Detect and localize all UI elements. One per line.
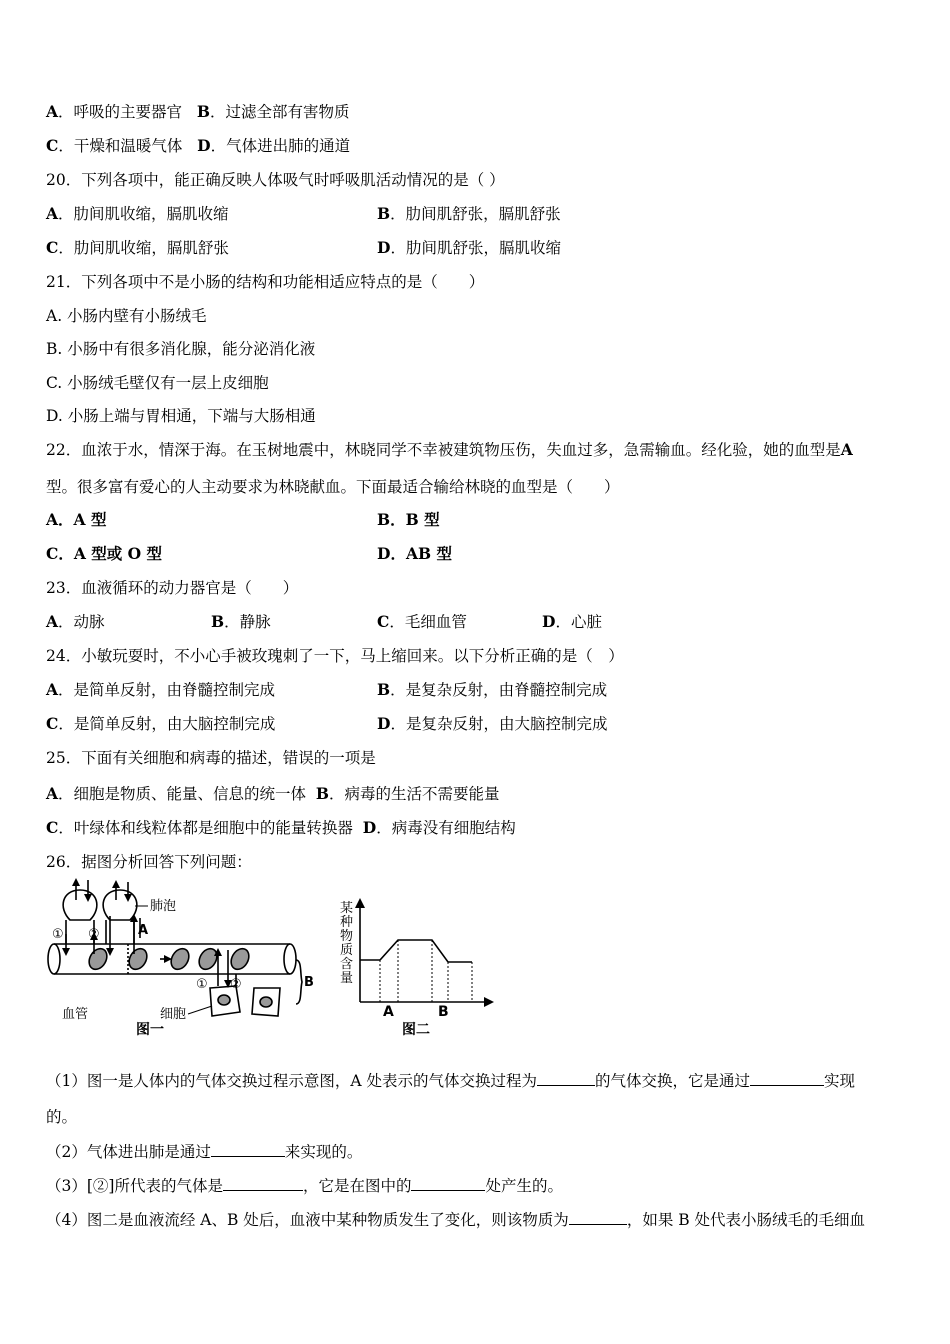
figure-2-substance-chart bbox=[332, 898, 502, 1038]
content-curve bbox=[360, 940, 472, 962]
q22-option-c: C．A 型或 O 型 bbox=[46, 544, 163, 563]
q26-part4: （4）图二是血液流经 A、B 处后，血液中某种物质发生了变化，则该物质为 ，如果 B 处代表小肠绒毛的毛细血 bbox=[46, 1211, 866, 1229]
q21-option-d: D. 小肠上端与胃相通，下端与大肠相通 bbox=[46, 407, 316, 425]
y-axis-label-char: 物 bbox=[340, 929, 354, 944]
label-vessel: 血管 bbox=[62, 1007, 89, 1022]
y-axis-label-char: 质 bbox=[340, 943, 354, 958]
q24-option-b: B．是复杂反射，由脊髓控制完成 bbox=[377, 680, 608, 699]
q25-option-b-text: 病毒的生活不需要能量 bbox=[344, 785, 500, 803]
q26-stem: 26．据图分析回答下列问题： bbox=[46, 853, 252, 871]
q26-part2: （2）气体进出肺是通过 来实现的。 bbox=[46, 1143, 363, 1161]
q20-option-a: A．肋间肌收缩，膈肌收缩 bbox=[46, 204, 229, 223]
q25-options-ab: A．细胞是物质、能量、信息的统一体 B．病毒的生活不需要能量 bbox=[46, 784, 500, 803]
mark-2-top: ② bbox=[88, 927, 100, 942]
y-axis-label bbox=[340, 901, 353, 986]
q25-option-d-text: 病毒没有细胞结构 bbox=[391, 819, 516, 837]
q19-option-a-text: 呼吸的主要器官 bbox=[73, 103, 183, 121]
q25-options-cd: C．叶绿体和线粒体都是细胞中的能量转换器 D．病毒没有细胞结构 bbox=[46, 818, 516, 837]
q20-option-d: D．肋间肌舒张，膈肌收缩 bbox=[377, 238, 561, 257]
q20-option-c-text: 肋间肌收缩，膈肌舒张 bbox=[73, 239, 229, 257]
q21-option-c: C. 小肠绒毛壁仅有一层上皮细胞 bbox=[46, 374, 269, 392]
q26-part1-line1: （1）图一是人体内的气体交换过程示意图，A 处表示的气体交换过程为 的气体交换，它是通过 实现 bbox=[46, 1072, 856, 1090]
q20-option-b-text: 肋间肌舒张，膈肌舒张 bbox=[405, 205, 561, 223]
q24-option-a-text: 是简单反射，由脊髓控制完成 bbox=[73, 681, 276, 699]
q25-stem: 25．下面有关细胞和病毒的描述，错误的一项是 bbox=[46, 749, 376, 767]
answer-blank-1[interactable] bbox=[537, 1070, 595, 1086]
y-axis-label-char: 某 bbox=[340, 901, 354, 916]
answer-blank-2[interactable] bbox=[750, 1070, 824, 1086]
q24-stem: 24．小敏玩耍时，不小心手被玫瑰刺了一下，马上缩回来。以下分析正确的是（ ） bbox=[46, 647, 624, 665]
q23-option-a-text: 动脉 bbox=[73, 613, 105, 631]
figure-1-caption: 图一 bbox=[136, 1022, 164, 1038]
q20-option-b: B．肋间肌舒张，膈肌舒张 bbox=[377, 204, 561, 223]
q19-options-ab: A．呼吸的主要器官 B．过滤全部有害物质 bbox=[46, 102, 350, 121]
q23-option-b-text: 静脉 bbox=[239, 613, 271, 631]
q19-option-c-letter: C bbox=[46, 136, 59, 155]
q24-option-c-text: 是简单反射，由大脑控制完成 bbox=[73, 715, 276, 733]
q23-option-c-text: 毛细血管 bbox=[404, 613, 467, 631]
y-axis-label-char: 量 bbox=[340, 971, 354, 986]
answer-blank-5[interactable] bbox=[411, 1175, 485, 1191]
mark-1-top: ① bbox=[52, 927, 64, 942]
q22-option-d-text: AB 型 bbox=[405, 544, 452, 563]
label-alveolus: 肺泡 bbox=[150, 899, 177, 914]
mark-1-bottom: ① bbox=[196, 977, 208, 992]
q20-option-a-text: 肋间肌收缩，膈肌收缩 bbox=[73, 205, 229, 223]
figure-2-caption: 图二 bbox=[402, 1022, 430, 1038]
q22-option-a-text: A 型 bbox=[73, 510, 107, 529]
q24-option-d: D．是复杂反射，由大脑控制完成 bbox=[377, 714, 608, 733]
q19-option-c-text: 干燥和温暖气体 bbox=[73, 137, 183, 155]
figure-1-gas-exchange bbox=[40, 878, 330, 1040]
q19-option-d-letter: D bbox=[197, 136, 211, 155]
q23-option-d-text: 心脏 bbox=[570, 613, 602, 631]
q20-stem: 20．下列各项中，能正确反映人体吸气时呼吸肌活动情况的是（ ） bbox=[46, 171, 505, 189]
q26-part3: （3）[②]所代表的气体是 ，它是在图中的 处产生的。 bbox=[46, 1177, 563, 1195]
label-a-fig2: A bbox=[383, 1004, 394, 1020]
label-b-fig2: B bbox=[438, 1004, 449, 1020]
y-axis-label-char: 含 bbox=[340, 957, 354, 972]
label-cell: 细胞 bbox=[160, 1007, 187, 1022]
alveolus-right bbox=[103, 890, 137, 920]
answer-blank-4[interactable] bbox=[223, 1175, 303, 1191]
y-axis-label-char: 种 bbox=[340, 915, 354, 930]
q22-stem-blood-type: A bbox=[840, 440, 853, 459]
q23-option-a: A．动脉 bbox=[46, 612, 105, 631]
q22-option-a: A．A 型 bbox=[46, 510, 107, 529]
q20-option-c: C．肋间肌收缩，膈肌舒张 bbox=[46, 238, 229, 257]
q23-stem: 23．血液循环的动力器官是（ ） bbox=[46, 579, 299, 597]
answer-blank-3[interactable] bbox=[211, 1141, 285, 1157]
q22-option-b-text: B 型 bbox=[405, 510, 440, 529]
q22-option-d: D．AB 型 bbox=[377, 544, 452, 563]
q23-option-b: B．静脉 bbox=[211, 612, 271, 631]
answer-blank-6[interactable] bbox=[569, 1209, 627, 1225]
alveolus-left bbox=[63, 890, 97, 920]
q22-stem-text: 22．血浓于水，情深于海。在玉树地震中，林晓同学不幸被建筑物压伤，失血过多，急需输血。经化验，她的血型是 bbox=[46, 441, 841, 459]
q24-option-b-text: 是复杂反射，由脊髓控制完成 bbox=[405, 681, 608, 699]
q20-option-d-text: 肋间肌舒张，膈肌收缩 bbox=[405, 239, 561, 257]
q19-option-b-letter: B bbox=[196, 102, 210, 121]
q22-option-b: B．B 型 bbox=[377, 510, 440, 529]
q22-stem-line2: 型。很多富有爱心的人主动要求为林晓献血。下面最适合输给林晓的血型是（ ） bbox=[46, 478, 620, 496]
q24-option-d-text: 是复杂反射，由大脑控制完成 bbox=[405, 715, 608, 733]
q24-option-a: A．是简单反射，由脊髓控制完成 bbox=[46, 680, 276, 699]
q21-stem: 21．下列各项中不是小肠的结构和功能相适应特点的是（ ） bbox=[46, 273, 485, 291]
q23-option-d: D．心脏 bbox=[542, 612, 602, 631]
q25-option-a-text: 细胞是物质、能量、信息的统一体 bbox=[73, 785, 307, 803]
q22-stem-line1 bbox=[46, 440, 853, 460]
label-a-fig1: A bbox=[138, 923, 149, 938]
q23-option-c: C．毛细血管 bbox=[377, 612, 467, 631]
q25-option-c-text: 叶绿体和线粒体都是细胞中的能量转换器 bbox=[73, 819, 353, 837]
q19-option-b-text: 过滤全部有害物质 bbox=[225, 103, 350, 121]
q26-part1-line2: 的。 bbox=[46, 1108, 78, 1126]
mark-2-bottom: ② bbox=[230, 977, 242, 992]
q19-option-a-letter: A bbox=[46, 102, 59, 121]
q19-options-cd: C．干燥和温暖气体 D．气体进出肺的通道 bbox=[46, 136, 351, 155]
q21-option-a: A. 小肠内壁有小肠绒毛 bbox=[46, 307, 207, 325]
label-b-fig1: B bbox=[304, 975, 314, 990]
q24-option-c: C．是简单反射，由大脑控制完成 bbox=[46, 714, 276, 733]
q22-option-c-text: A 型或 O 型 bbox=[73, 544, 163, 563]
q19-option-d-text: 气体进出肺的通道 bbox=[226, 137, 351, 155]
q21-option-b: B. 小肠中有很多消化腺，能分泌消化液 bbox=[46, 340, 316, 358]
